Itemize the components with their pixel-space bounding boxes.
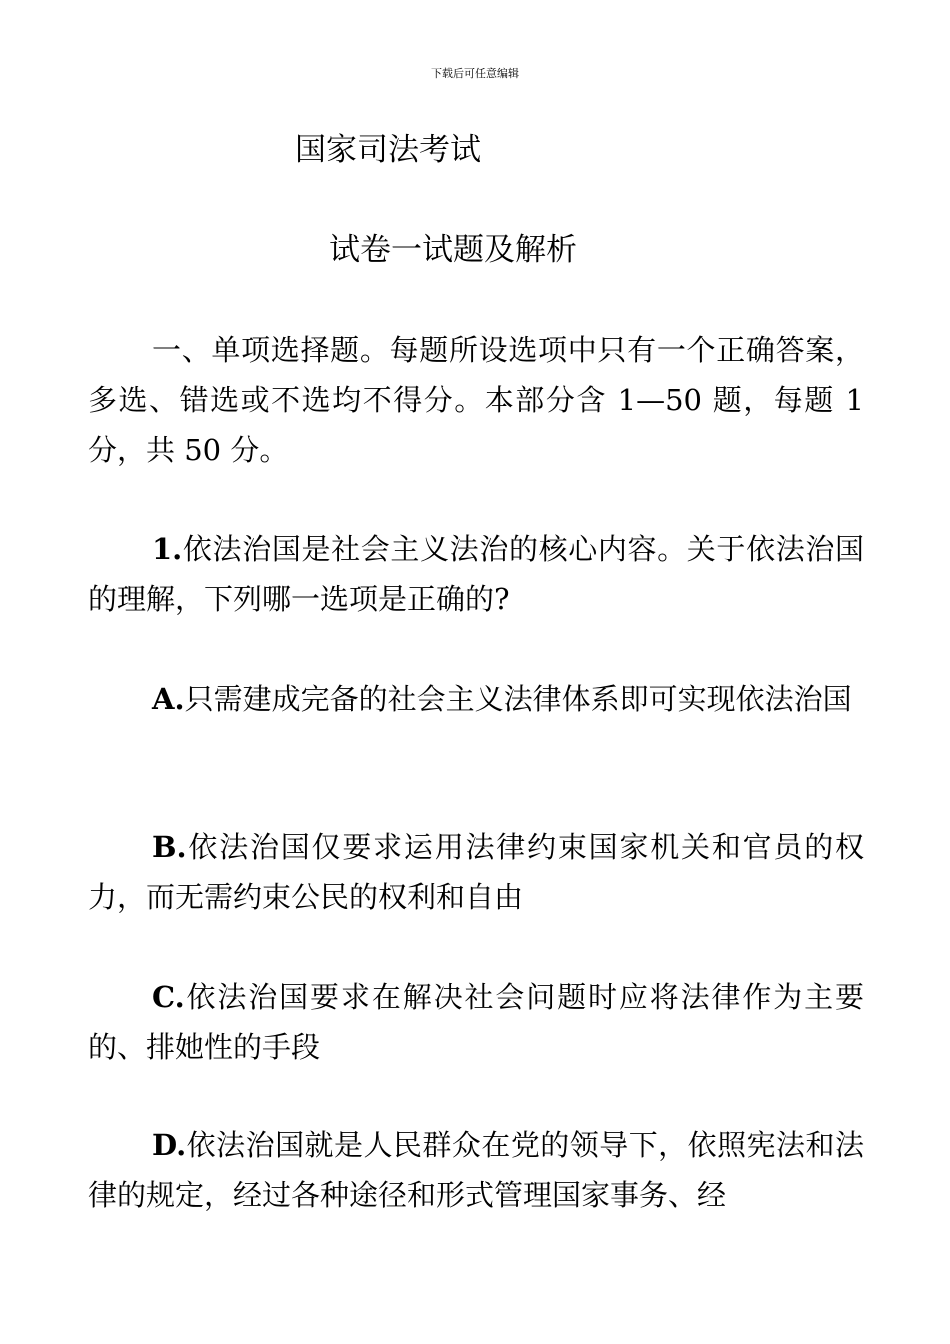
option-letter: B. <box>152 830 187 864</box>
option-letter: A. <box>152 682 185 716</box>
option-text: 只需建成完备的社会主义法律体系即可实现依法治国 <box>184 682 852 716</box>
option-b <box>88 822 864 922</box>
option-text: 依法治国要求在解决社会问题时应将法律作为主要的、排她性的手段 <box>88 980 864 1064</box>
header-note: 下载后可任意编辑 <box>431 67 519 80</box>
question-1 <box>88 524 864 624</box>
question-number: 1. <box>152 532 183 566</box>
option-text: 依法治国仅要求运用法律约束国家机关和官员的权力，而无需约束公民的权利和自由 <box>88 830 864 914</box>
question-text: 依法治国是社会主义法治的核心内容。关于依法治国的理解，下列哪一选项是正确的? <box>88 532 864 616</box>
option-a <box>88 674 864 724</box>
option-letter: C. <box>152 980 185 1014</box>
option-text: 依法治国就是人民群众在党的领导下，依照宪法和法律的规定，经过各种途径和形式管理国家事务、经 <box>88 1128 864 1212</box>
option-letter: D. <box>152 1128 187 1162</box>
option-c <box>88 972 864 1072</box>
document-title: 国家司法考试 <box>295 132 481 168</box>
section-intro: 一、单项选择题。每题所设选项中只有一个正确答案，多选、错选或不选均不得分。本部分含 1—50 题，每题 1 分，共 50 分。 <box>88 333 864 467</box>
option-d <box>88 1120 864 1220</box>
document-subtitle: 试卷一试题及解析 <box>329 232 577 268</box>
